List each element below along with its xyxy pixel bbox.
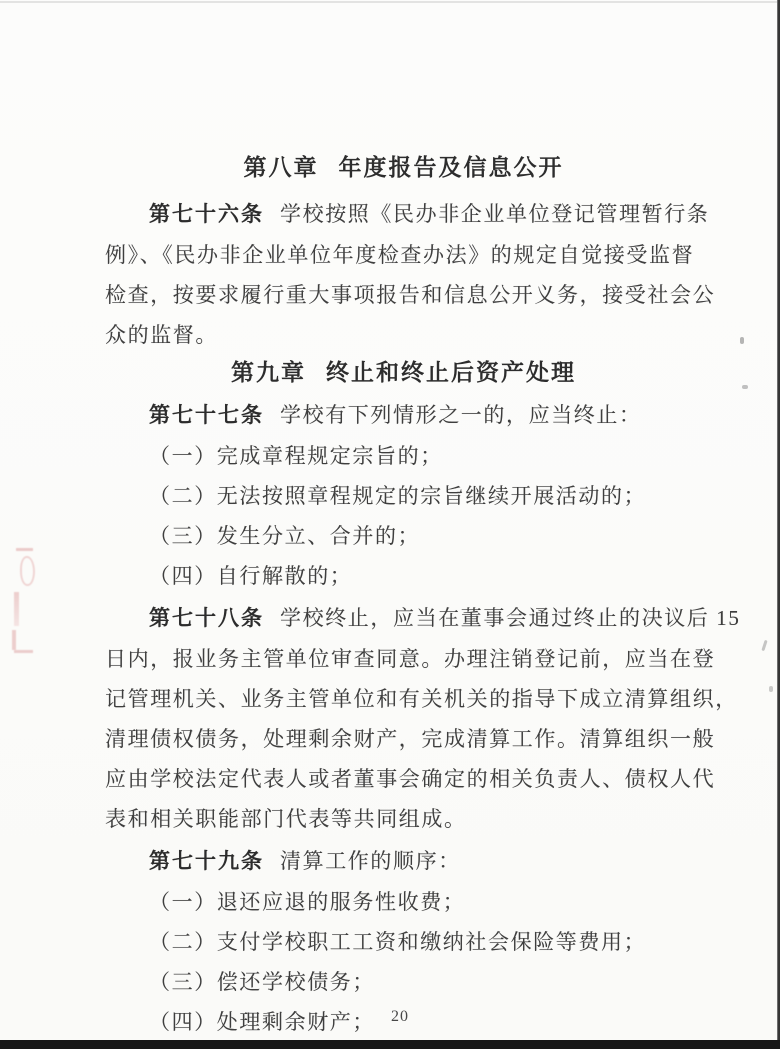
article-line — [105, 598, 741, 639]
page-footer — [0, 1008, 780, 1026]
chapter-number: 第九章 — [231, 359, 306, 385]
scan-speck — [740, 337, 744, 344]
red-ink-smudge — [16, 548, 33, 551]
article-line — [105, 395, 730, 436]
line-text: （二）支付学校职工工资和缴纳社会保险等费用； — [149, 930, 647, 954]
text-line — [105, 476, 730, 516]
text-line — [105, 962, 730, 1002]
text-line — [105, 436, 730, 476]
text-line — [105, 235, 730, 275]
scan-speck — [761, 640, 767, 651]
scan-speck — [769, 686, 773, 692]
document-content — [105, 0, 741, 1042]
text-line — [105, 719, 730, 759]
text-line — [105, 679, 738, 719]
red-ink-smudge — [14, 650, 33, 653]
line-text: 应由学校法定代表人或者董事会确定的相关负责人、债权人代 — [105, 767, 716, 791]
line-text: 例》、《民办非企业单位年度检查办法》的规定自觉接受监督 — [105, 243, 695, 267]
line-text: 记管理机关、业务主管单位和有关机关的指导下成立清算组织， — [105, 687, 738, 711]
line-text: （一）退还应退的服务性收费； — [149, 890, 466, 914]
chapter-number: 第八章 — [243, 154, 319, 180]
article-number: 第七十八条 — [149, 607, 264, 630]
line-text: 日内，报业务主管单位审查同意。办理注销登记前，应当在登 — [105, 647, 716, 671]
line-text: （三）偿还学校债务； — [149, 970, 375, 994]
article-number: 第七十七条 — [149, 404, 264, 427]
article-line — [105, 194, 730, 235]
line-text: 众的监督。 — [105, 323, 218, 347]
chapter-title: 年度报告及信息公开 — [338, 154, 564, 180]
article-line — [105, 841, 730, 882]
text-line — [105, 759, 730, 799]
line-text: （二）无法按照章程规定的宗旨继续开展活动的； — [149, 484, 647, 508]
text-line — [105, 516, 730, 556]
line-text: 学校有下列情形之一的，应当终止： — [280, 403, 642, 427]
red-ink-smudge — [12, 630, 16, 650]
text-line — [105, 315, 730, 355]
chapter-title: 终止和终止后资产处理 — [326, 359, 576, 385]
article-number: 第七十六条 — [149, 203, 264, 226]
text-line — [105, 639, 730, 679]
line-text: 清算工作的顺序： — [280, 849, 461, 873]
line-text: （四）自行解散的； — [149, 564, 353, 588]
chapter-heading — [91, 146, 716, 188]
line-text: 清理债权债务，处理剩余财产，完成清算工作。清算组织一般 — [105, 727, 716, 751]
red-ink-smudge — [14, 592, 19, 626]
red-ink-smudge — [20, 556, 35, 586]
page-number: 20 — [391, 1008, 409, 1025]
line-text: 检查，按要求履行重大事项报告和信息公开义务，接受社会公 — [105, 283, 716, 307]
text-line — [105, 799, 730, 839]
line-text: （一）完成章程规定宗旨的； — [149, 444, 443, 468]
text-line — [105, 922, 730, 962]
line-text: （三）发生分立、合并的； — [149, 524, 421, 548]
article-number: 第七十九条 — [149, 850, 264, 873]
scan-speck — [742, 385, 748, 389]
chapter-heading — [91, 351, 716, 393]
line-text: 学校按照《民办非企业单位登记管理暂行条 — [280, 202, 710, 226]
text-line — [105, 882, 730, 922]
line-text: （四）处理剩余财产； — [149, 1010, 375, 1034]
line-text: 学校终止，应当在董事会通过终止的决议后 15 — [280, 606, 741, 630]
line-text: 表和相关职能部门代表等共同组成。 — [105, 807, 467, 831]
text-line — [105, 556, 730, 596]
text-line — [105, 275, 730, 315]
